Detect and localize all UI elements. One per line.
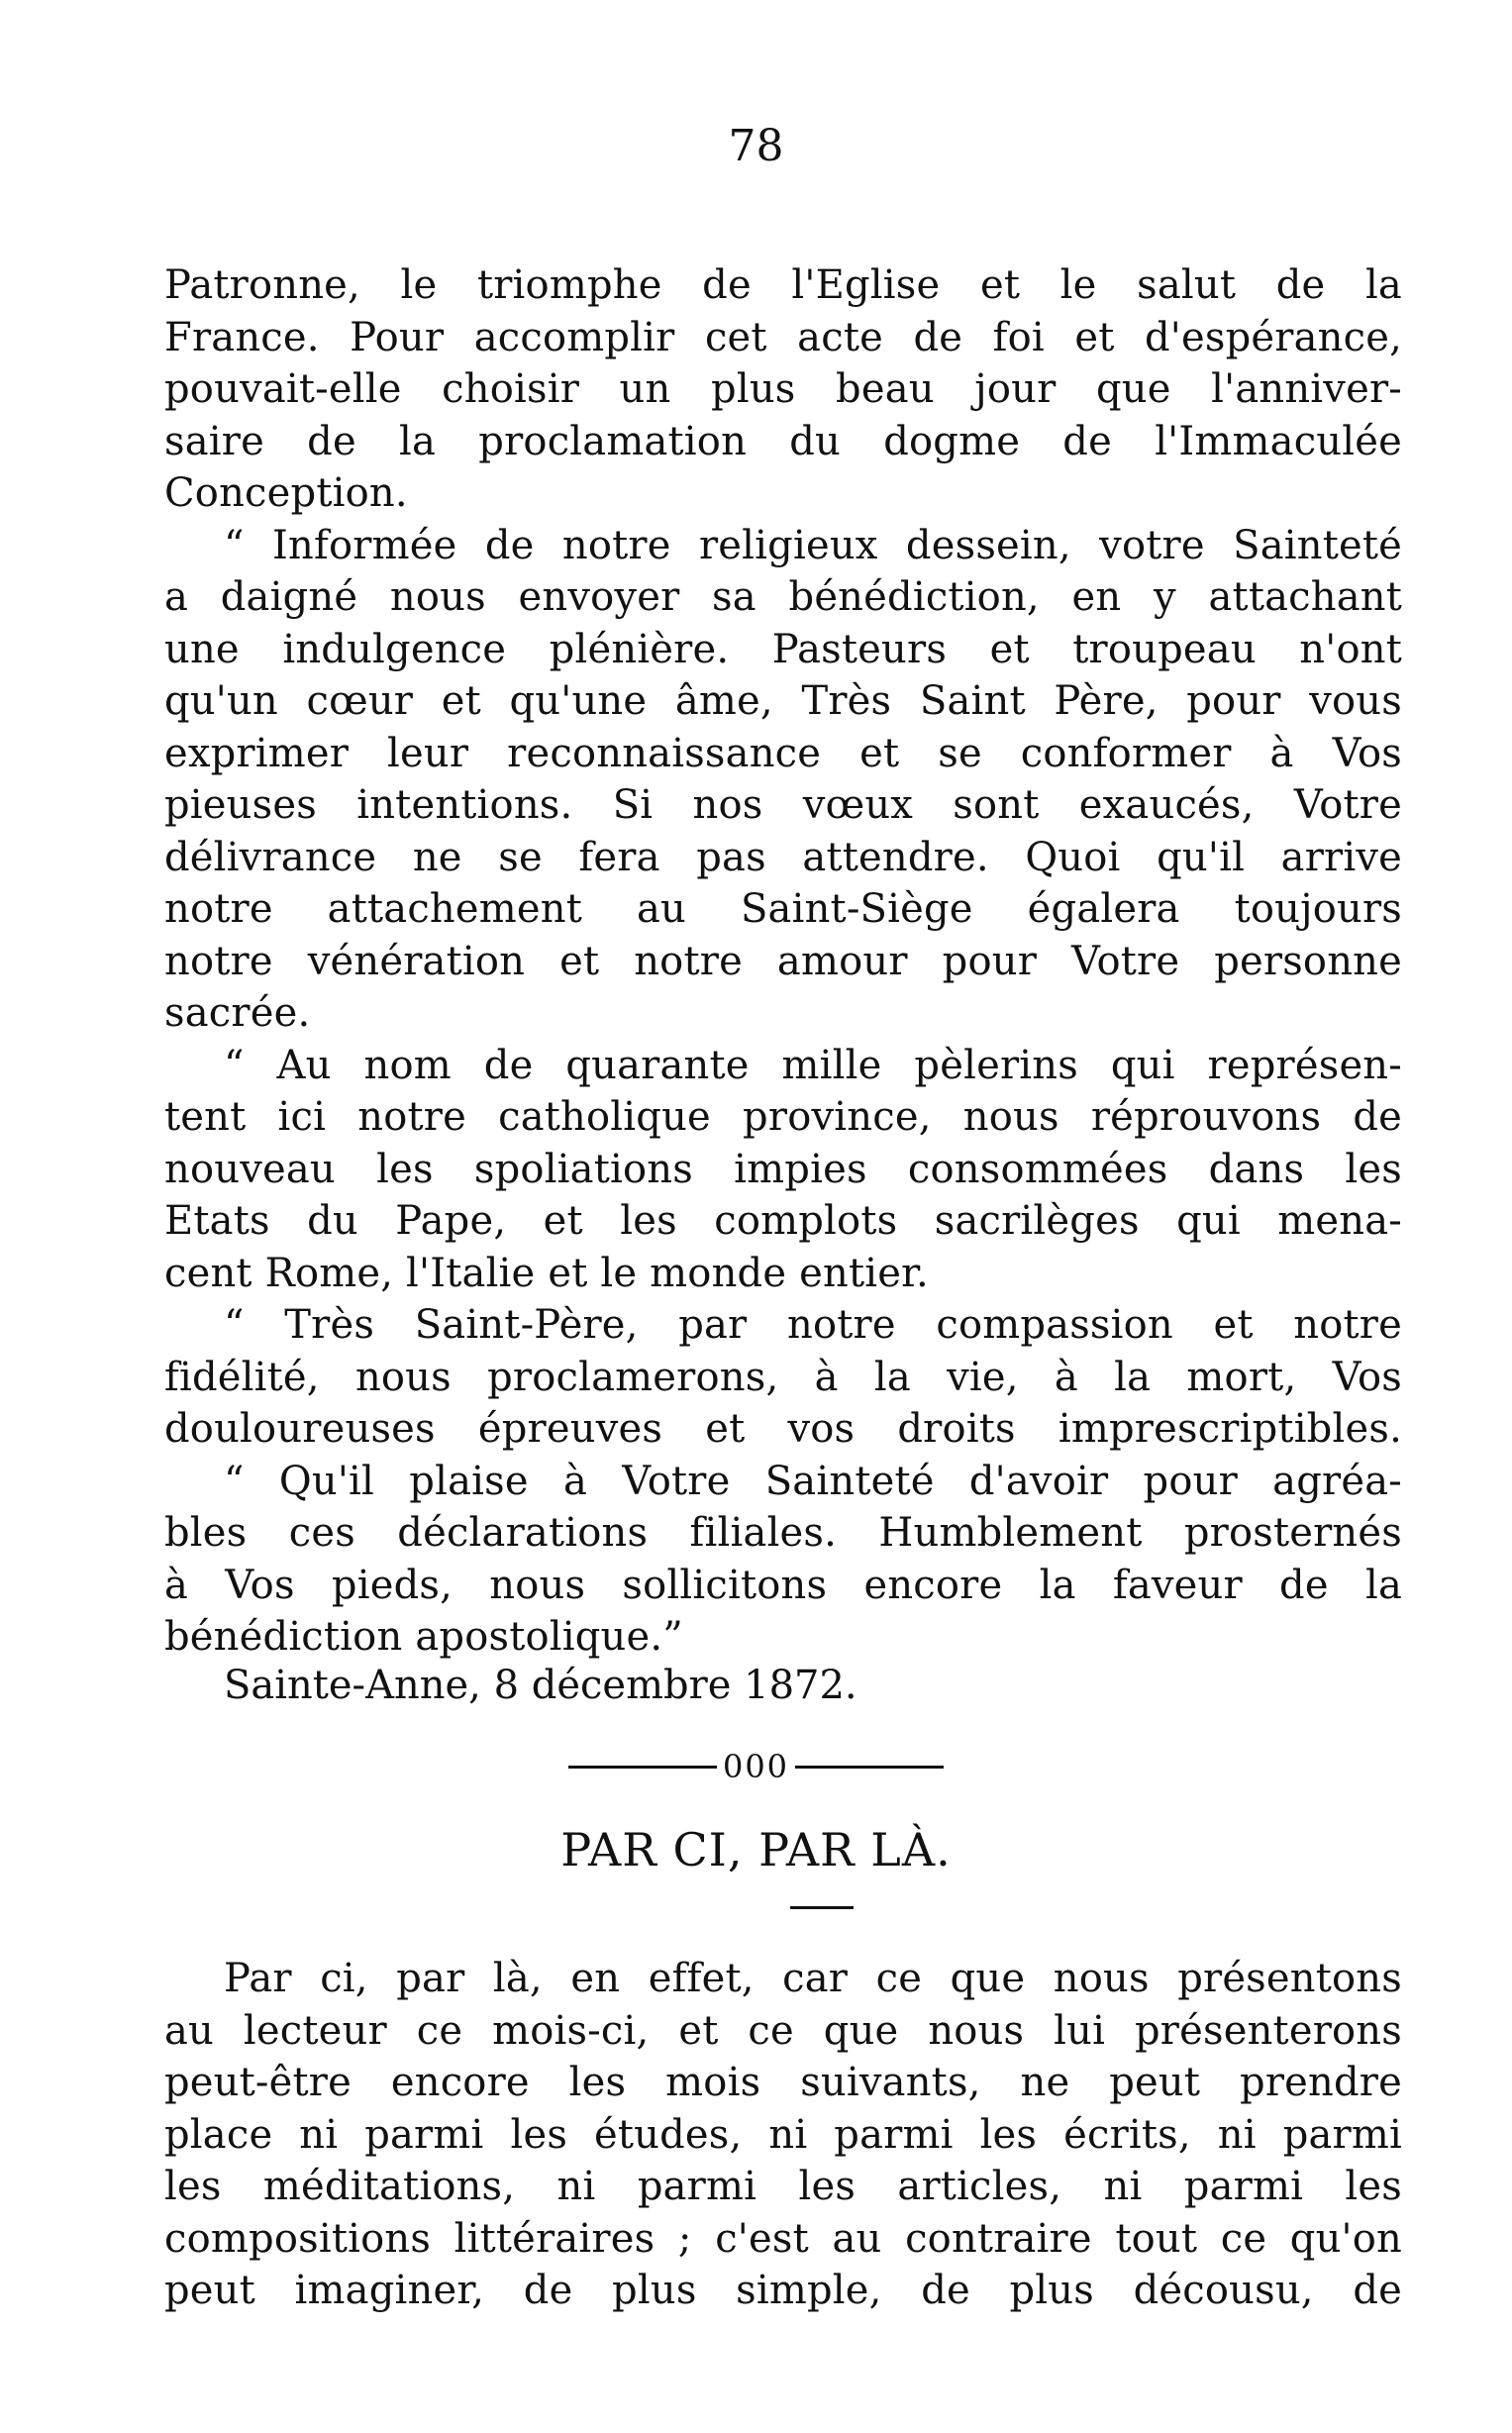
text-line: bles ces déclarations filiales. Humblement prosternés <box>164 1510 1402 1556</box>
text-line: France. Pour accomplir cet acte de foi et d'espérance, <box>164 314 1402 360</box>
text-line: qu'un cœur et qu'une âme, Très Saint Père, pour vous <box>164 678 1402 724</box>
text-line: fidélité, nous proclamerons, à la vie, à la mort, Vos <box>164 1354 1402 1400</box>
separator-rule-left <box>568 1766 717 1769</box>
text-line: compositions littéraires ; c'est au contraire tout ce qu'on <box>164 2215 1402 2262</box>
text-line: notre vénération et notre amour pour Votre personne <box>164 938 1402 984</box>
page-number: 78 <box>728 121 784 171</box>
letter-signoff: Sainte-Anne, 8 décembre 1872. <box>224 1663 857 1708</box>
separator-ornament: 000 <box>722 1748 790 1785</box>
text-line: Par ci, par là, en effet, car ce que nous présentons <box>224 1956 1402 2001</box>
text-line: Conception. <box>164 470 408 516</box>
text-line: tent ici notre catholique province, nous réprouvons de <box>164 1094 1402 1140</box>
text-line: “ Informée de notre religieux dessein, votre Sainteté <box>224 522 1402 568</box>
text-line: nouveau les spoliations impies consommées dans les <box>164 1146 1402 1192</box>
text-line: au lecteur ce mois-ci, et ce que nous lui présenterons <box>164 2007 1402 2054</box>
text-line: place ni parmi les études, ni parmi les écrits, ni parmi <box>164 2111 1402 2158</box>
text-line: à Vos pieds, nous sollicitons encore la faveur de la <box>164 1562 1402 1608</box>
text-line: cent Rome, l'Italie et le monde entier. <box>164 1250 929 1296</box>
text-line: notre attachement au Saint-Siège égalera toujours <box>164 886 1402 932</box>
text-line: douloureuses épreuves et vos droits imprescriptibles. <box>164 1406 1402 1452</box>
text-line: saire de la proclamation du dogme de l'Immaculée <box>164 418 1402 464</box>
text-line: “ Qu'il plaise à Votre Sainteté d'avoir pour agréa- <box>224 1458 1402 1504</box>
text-line: “ Très Saint-Père, par notre compassion et notre <box>224 1302 1402 1348</box>
text-line: bénédiction apostolique.” <box>164 1614 683 1660</box>
separator-rule-right <box>795 1766 944 1769</box>
text-line: Etats du Pape, et les complots sacrilèges qui mena- <box>164 1198 1402 1244</box>
text-line: délivrance ne se fera pas attendre. Quoi qu'il arrive <box>164 834 1402 880</box>
text-line: pieuses intentions. Si nos vœux sont exaucés, Votre <box>164 782 1402 828</box>
text-line: les méditations, ni parmi les articles, ni parmi les <box>164 2164 1402 2209</box>
text-line: sacrée. <box>164 990 311 1036</box>
section-title: PAR CI, PAR LÀ. <box>560 1823 952 1876</box>
text-line: “ Au nom de quarante mille pèlerins qui représen- <box>224 1042 1402 1088</box>
text-line: pouvait-elle choisir un plus beau jour que l'anniver- <box>164 366 1402 412</box>
letter-text <box>164 259 1402 1664</box>
section-separator <box>0 1747 1512 1786</box>
text-line: peut-être encore les mois suivants, ne peut prendre <box>164 2060 1402 2105</box>
section-text <box>164 1953 1402 2317</box>
text-line: peut imaginer, de plus simple, de plus décousu, de <box>164 2268 1402 2313</box>
title-underline <box>790 1906 854 1909</box>
text-line: a daigné nous envoyer sa bénédiction, en y attachant <box>164 574 1402 620</box>
text-line: exprimer leur reconnaissance et se conformer à Vos <box>164 730 1402 776</box>
text-line: Patronne, le triomphe de l'Eglise et le salut de la <box>164 262 1402 308</box>
text-line: une indulgence plénière. Pasteurs et troupeau n'ont <box>164 626 1402 672</box>
